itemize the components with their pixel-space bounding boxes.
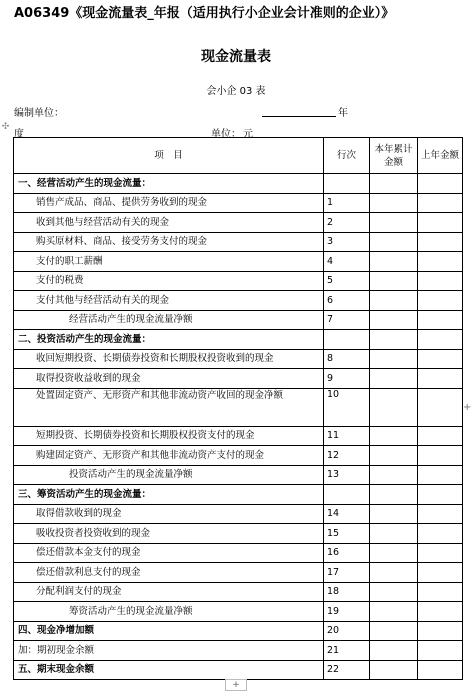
table-row — [14, 465, 463, 485]
row-line-number: 5 — [324, 271, 370, 291]
current-year-amount-cell[interactable] — [370, 446, 418, 466]
row-line-number: 1 — [324, 193, 370, 213]
current-year-amount-cell[interactable] — [370, 426, 418, 446]
row-line-number: 16 — [324, 543, 370, 563]
current-year-amount-cell[interactable] — [370, 174, 418, 194]
table-row — [14, 388, 463, 426]
period-label: 度 — [14, 129, 24, 140]
row-item-label: 五、期末现金余额 — [14, 660, 324, 680]
row-line-number: 4 — [324, 252, 370, 272]
row-item-label: 吸收投资者投资收到的现金 — [14, 524, 324, 544]
prior-year-amount-cell[interactable] — [418, 543, 463, 563]
form-code: 会小企 03 表 — [206, 86, 266, 97]
table-row — [14, 291, 463, 311]
row-line-number — [324, 330, 370, 350]
row-item-label: 支付的职工薪酬 — [14, 252, 324, 272]
table-row — [14, 271, 463, 291]
prior-year-amount-cell[interactable] — [418, 563, 463, 583]
row-item-label: 收回短期投资、长期债券投资和长期股权投资收到的现金 — [14, 349, 324, 369]
form-title: 现金流量表 — [201, 49, 271, 65]
table-row — [14, 174, 463, 194]
row-line-number: 2 — [324, 213, 370, 233]
row-line-number: 21 — [324, 641, 370, 661]
row-line-number: 6 — [324, 291, 370, 311]
row-line-number — [324, 174, 370, 194]
row-item-label: 三、筹资活动产生的现金流量： — [14, 485, 324, 505]
row-line-number: 12 — [324, 446, 370, 466]
table-row — [14, 446, 463, 466]
current-year-amount-cell[interactable] — [370, 193, 418, 213]
table-row — [14, 330, 463, 350]
row-item-label: 分配利润支付的现金 — [14, 582, 324, 602]
prior-year-amount-cell[interactable] — [418, 174, 463, 194]
prior-year-amount-cell[interactable] — [418, 446, 463, 466]
current-year-amount-cell[interactable] — [370, 582, 418, 602]
current-year-amount-cell[interactable] — [370, 465, 418, 485]
current-year-amount-cell[interactable] — [370, 252, 418, 272]
table-row — [14, 602, 463, 622]
current-year-amount-cell[interactable] — [370, 563, 418, 583]
money-unit-value: 元 — [243, 129, 253, 140]
document-title: A06349《现金流量表_年报（适用执行小企业会计准则的企业）》 — [14, 6, 395, 21]
current-year-amount-cell[interactable] — [370, 660, 418, 680]
table-row — [14, 485, 463, 505]
current-year-amount-cell[interactable] — [370, 641, 418, 661]
prior-year-amount-cell[interactable] — [418, 213, 463, 233]
header-item: 项 目 — [14, 138, 324, 174]
prior-year-amount-cell[interactable] — [418, 252, 463, 272]
row-item-label: 短期投资、长期债券投资和长期股权投资支付的现金 — [14, 426, 324, 446]
current-year-amount-cell[interactable] — [370, 485, 418, 505]
prior-year-amount-cell[interactable] — [418, 465, 463, 485]
row-line-number: 9 — [324, 369, 370, 389]
current-year-amount-cell[interactable] — [370, 330, 418, 350]
prior-year-amount-cell[interactable] — [418, 641, 463, 661]
table-row — [14, 426, 463, 446]
row-line-number: 17 — [324, 563, 370, 583]
prior-year-amount-cell[interactable] — [418, 330, 463, 350]
current-year-amount-cell[interactable] — [370, 369, 418, 389]
prior-year-amount-cell[interactable] — [418, 602, 463, 622]
header-current-year: 本年累计金额 — [370, 138, 418, 174]
table-row — [14, 349, 463, 369]
table-row — [14, 563, 463, 583]
row-line-number: 22 — [324, 660, 370, 680]
table-row — [14, 582, 463, 602]
row-line-number: 7 — [324, 310, 370, 330]
row-item-label: 一、经营活动产生的现金流量： — [14, 174, 324, 194]
prior-year-amount-cell[interactable] — [418, 621, 463, 641]
row-item-label: 筹资活动产生的现金流量净额 — [14, 602, 324, 622]
row-line-number: 20 — [324, 621, 370, 641]
preparer-unit-label: 编制单位： — [14, 108, 64, 119]
row-line-number: 11 — [324, 426, 370, 446]
table-row — [14, 543, 463, 563]
prior-year-amount-cell[interactable] — [418, 504, 463, 524]
add-row-button[interactable]: + — [225, 679, 247, 691]
table-row — [14, 660, 463, 680]
current-year-amount-cell[interactable] — [370, 232, 418, 252]
prior-year-amount-cell[interactable] — [418, 310, 463, 330]
current-year-amount-cell[interactable] — [370, 543, 418, 563]
table-move-handle-icon[interactable]: ✣ — [1, 122, 10, 132]
current-year-amount-cell[interactable] — [370, 349, 418, 369]
row-item-label: 销售产成品、商品、提供劳务收到的现金 — [14, 193, 324, 213]
row-item-label: 加：期初现金余额 — [14, 641, 324, 661]
row-item-label: 支付的税费 — [14, 271, 324, 291]
row-item-label: 经营活动产生的现金流量净额 — [14, 310, 324, 330]
row-item-label: 投资活动产生的现金流量净额 — [14, 465, 324, 485]
row-line-number: 19 — [324, 602, 370, 622]
prior-year-amount-cell[interactable] — [418, 524, 463, 544]
year-label: 年 — [338, 108, 348, 119]
current-year-amount-cell[interactable] — [370, 213, 418, 233]
current-year-amount-cell[interactable] — [370, 621, 418, 641]
current-year-amount-cell[interactable] — [370, 602, 418, 622]
prior-year-amount-cell[interactable] — [418, 369, 463, 389]
table-row — [14, 232, 463, 252]
table-row — [14, 193, 463, 213]
current-year-amount-cell[interactable] — [370, 388, 418, 426]
table-row — [14, 310, 463, 330]
row-line-number: 13 — [324, 465, 370, 485]
row-item-label: 取得借款收到的现金 — [14, 504, 324, 524]
current-year-amount-cell[interactable] — [370, 310, 418, 330]
row-line-number: 14 — [324, 504, 370, 524]
prior-year-amount-cell[interactable] — [418, 426, 463, 446]
row-line-number: 3 — [324, 232, 370, 252]
current-year-amount-cell[interactable] — [370, 504, 418, 524]
table-row — [14, 641, 463, 661]
row-item-label: 收到其他与经营活动有关的现金 — [14, 213, 324, 233]
prior-year-amount-cell[interactable] — [418, 388, 463, 426]
prior-year-amount-cell[interactable] — [418, 193, 463, 213]
row-item-label: 二、投资活动产生的现金流量： — [14, 330, 324, 350]
current-year-amount-cell[interactable] — [370, 524, 418, 544]
cash-flow-table — [13, 137, 463, 680]
prior-year-amount-cell[interactable] — [418, 232, 463, 252]
row-item-label: 偿还借款本金支付的现金 — [14, 543, 324, 563]
row-line-number: 10 — [324, 388, 370, 426]
current-year-amount-cell[interactable] — [370, 271, 418, 291]
header-prior-year: 上年金额 — [418, 138, 463, 174]
prior-year-amount-cell[interactable] — [418, 271, 463, 291]
row-item-label: 购买原材料、商品、接受劳务支付的现金 — [14, 232, 324, 252]
prior-year-amount-cell[interactable] — [418, 660, 463, 680]
row-item-label: 四、现金净增加额 — [14, 621, 324, 641]
table-row — [14, 213, 463, 233]
table-row — [14, 369, 463, 389]
money-unit-label: 单位： — [211, 129, 241, 140]
prior-year-amount-cell[interactable] — [418, 485, 463, 505]
row-line-number: 18 — [324, 582, 370, 602]
row-item-label: 偿还借款利息支付的现金 — [14, 563, 324, 583]
table-row — [14, 504, 463, 524]
row-item-label: 支付其他与经营活动有关的现金 — [14, 291, 324, 311]
add-column-button[interactable]: + — [463, 402, 472, 413]
table-row — [14, 252, 463, 272]
table-row — [14, 621, 463, 641]
row-line-number: 8 — [324, 349, 370, 369]
row-item-label: 取得投资收益收到的现金 — [14, 369, 324, 389]
row-item-label: 处置固定资产、无形资产和其他非流动资产收回的现金净额 — [14, 388, 324, 426]
year-input-line[interactable] — [262, 116, 336, 117]
row-line-number — [324, 485, 370, 505]
prior-year-amount-cell[interactable] — [418, 582, 463, 602]
prior-year-amount-cell[interactable] — [418, 291, 463, 311]
prior-year-amount-cell[interactable] — [418, 349, 463, 369]
row-item-label: 购建固定资产、无形资产和其他非流动资产支付的现金 — [14, 446, 324, 466]
header-line-no: 行次 — [324, 138, 370, 174]
row-line-number: 15 — [324, 524, 370, 544]
current-year-amount-cell[interactable] — [370, 291, 418, 311]
table-row — [14, 524, 463, 544]
